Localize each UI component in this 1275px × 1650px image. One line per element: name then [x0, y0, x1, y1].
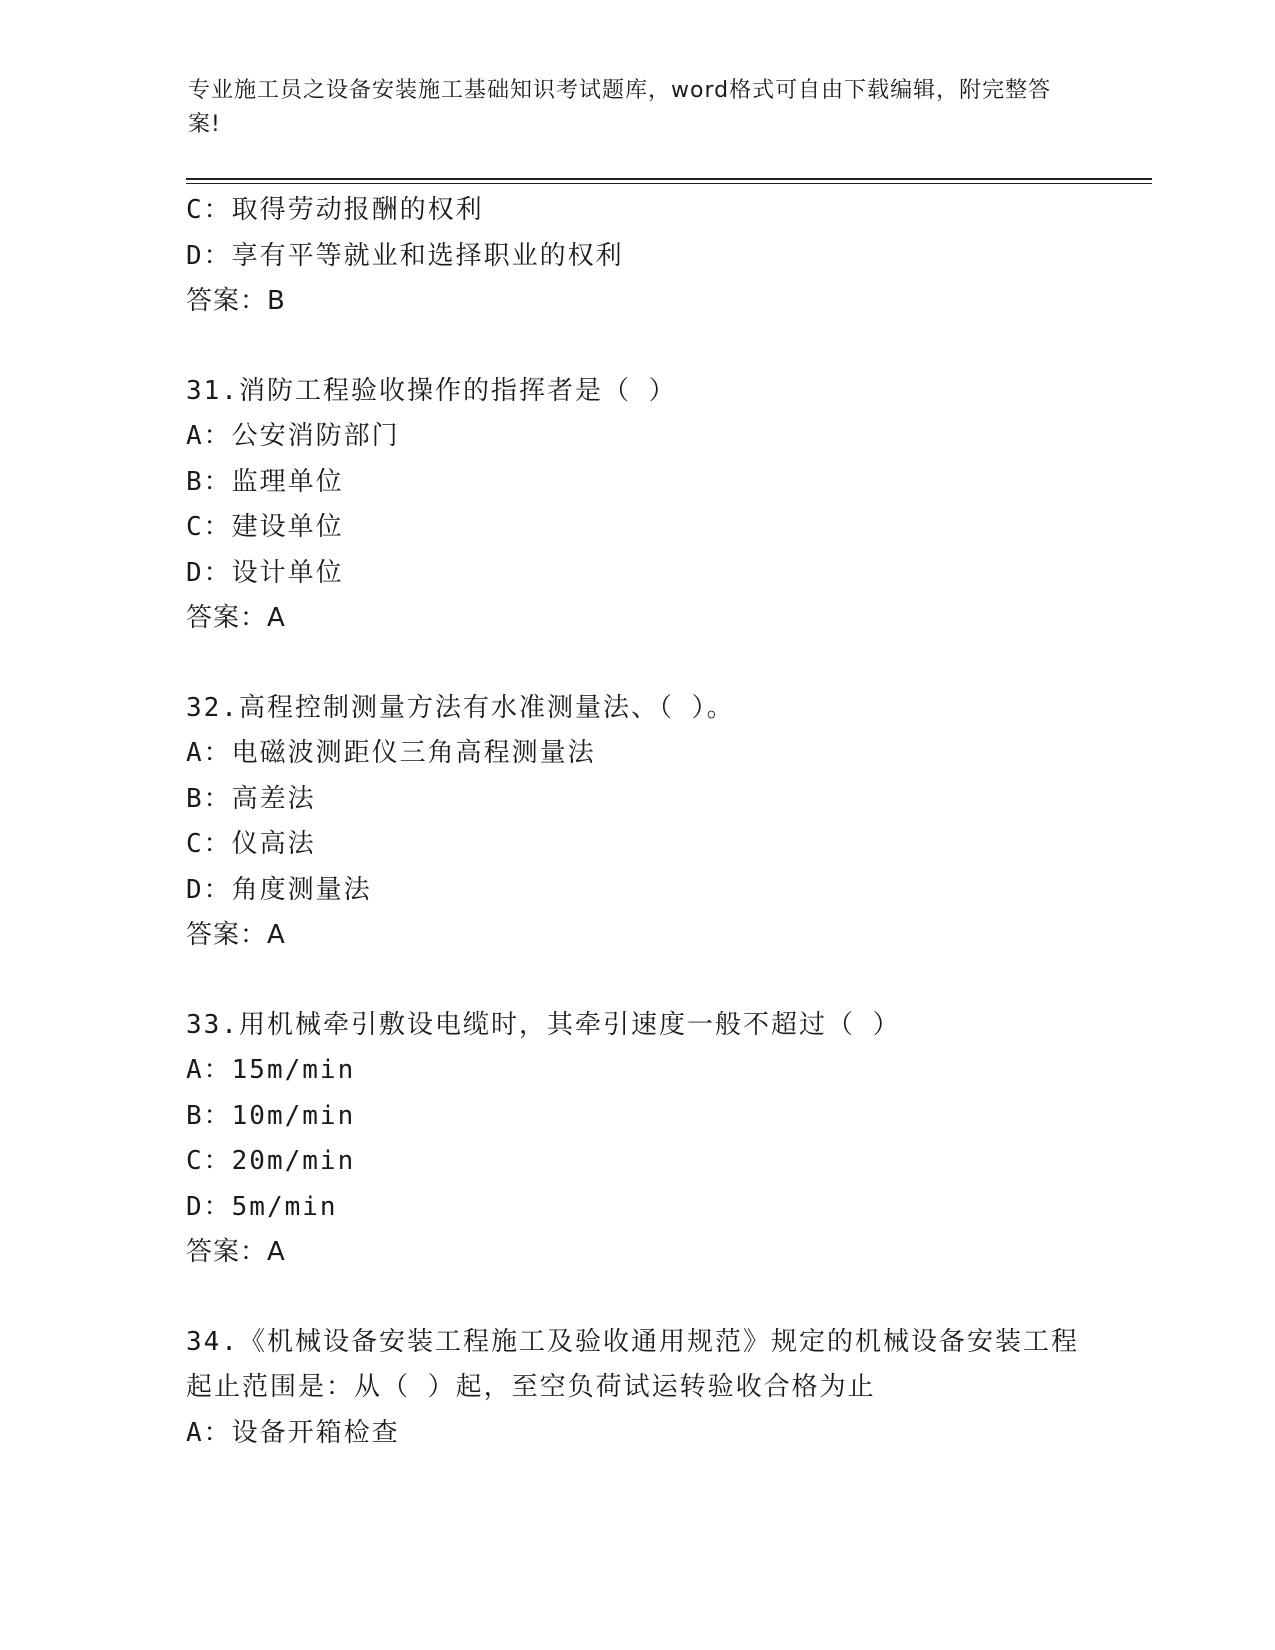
option-a: A：电磁波测距仪三角高程测量法 [186, 738, 596, 768]
answer-label: 答案：A [186, 603, 286, 633]
document-header [188, 74, 1068, 142]
answer-label: 答案：A [186, 1237, 286, 1267]
option-c: C：20m/min [186, 1146, 356, 1176]
option-a: A：15m/min [186, 1055, 356, 1085]
option-d: D：享有平等就业和选择职业的权利 [186, 240, 624, 271]
question-block-34 [186, 1320, 1086, 1457]
option-b: B：10m/min [186, 1100, 356, 1131]
option-b: B：监理单位 [186, 466, 344, 497]
header-rule-thick [186, 178, 1152, 180]
option-b: B：高差法 [186, 783, 316, 814]
question-block-32 [186, 686, 1086, 959]
question-block-partial [186, 188, 1086, 325]
option-d: D：角度测量法 [186, 874, 372, 905]
option-c: C：仪高法 [186, 829, 316, 859]
question-text: 32.高程控制测量方法有水准测量法、（ ）。 [186, 692, 735, 723]
option-a: A：设备开箱检查 [186, 1417, 400, 1448]
question-block-33 [186, 1003, 1086, 1276]
answer-label: 答案：B [186, 286, 286, 316]
question-text: 33.用机械牵引敷设电缆时，其牵引速度一般不超过（ ） [186, 1009, 901, 1040]
question-list [186, 188, 1086, 1456]
header-rule-thin [186, 183, 1152, 184]
option-a: A：公安消防部门 [186, 421, 400, 451]
question-text: 31.消防工程验收操作的指挥者是（ ） [186, 375, 677, 406]
option-d: D：5m/min [186, 1191, 338, 1222]
question-block-31 [186, 369, 1086, 642]
option-c: C：建设单位 [186, 512, 344, 542]
question-text: 34.《机械设备安装工程施工及验收通用规范》规定的机械设备安装工程起止范围是：从（ ）起，至空负荷试运转验收合格为止 [186, 1326, 1079, 1402]
option-c: C：取得劳动报酬的权利 [186, 195, 484, 225]
header-title: 专业施工员之设备安装施工基础知识考试题库，word格式可自由下载编辑，附完整答案! [188, 78, 1052, 137]
answer-label: 答案：A [186, 920, 286, 950]
option-d: D：设计单位 [186, 557, 344, 588]
